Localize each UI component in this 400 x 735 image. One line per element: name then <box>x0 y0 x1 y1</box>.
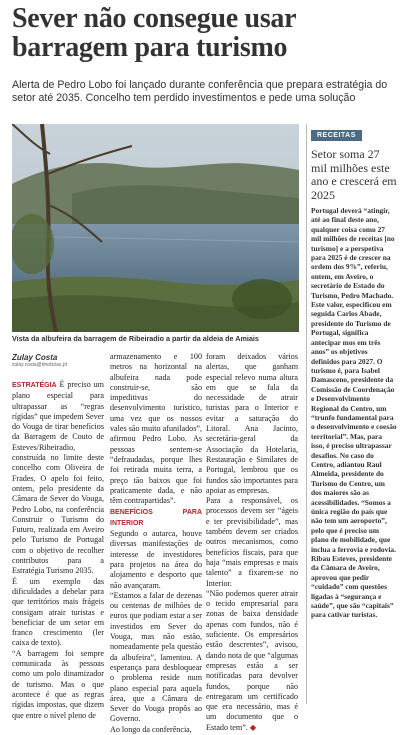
sidebar-box <box>311 124 397 620</box>
kicker-label: ESTRATÉGIA <box>12 382 57 389</box>
column-text: É preciso um plano especial para ultrapassar as “regras rígidas” que impedem Sever do Vouga de tirar benefícios da Barragem de Couto de Esteves/Ribeiradio, construída no limite deste concelho com Oliveira de Frades. O apelo foi feito, ontem, pelo presidente da Câmara de Sever do Vouga, Pedro Lobo, na conferência Construir o Turismo do Futuro, realizada em Aveiro pelo Turismo de Portugal com o objetivo de recolher contributos para a Estratégia Turismo 2035. <box>12 380 104 576</box>
column-text: Segundo o autarca, houve diversas manifestações de interesse de investidores para projetos na área do alojamento e desporto que não avançaram. <box>110 529 202 590</box>
reservoir-landscape-image <box>12 124 299 332</box>
column-text: armazenamento e 100 metros na horizontal na albufeira nada pode construir-se, são impeditivas do desenvolvimento turístico, uma vez que os nossos vales são muito afunilados”, afirmou Pedro Lobo. As pessoas sentem-se “defraudadas, porque lhes foi retirada muita terra, a preço tão baixos que foi praticamente dada, e não têm contrapartidas”. <box>110 352 202 506</box>
page-title: Sever não consegue usar barragem para turismo <box>12 3 296 63</box>
column-text: Ao longo da conferência, <box>110 724 192 734</box>
article-photo <box>12 124 299 332</box>
article-column-2 <box>110 352 202 735</box>
byline <box>12 353 102 368</box>
sidebar-body: Portugal deverá “atingir, até ao final deste ano, qualquer coisa como 27 mil milhões de receitas [no turismo] e a perspetiva para 2025 é de crescer na ordem dos 9%”, referiu, ontem, em Aveiro, o secretário de Estado do Turismo, Pedro Machado. Este valor, especificou em seguida Carlos Abade, presidente do Turismo de Portugal, significa antecipar mos em três anos” os objetivos definidos para 2027. O turismo é, para Isabel Damasceno, presidente da Comissão de Coordenação e Desenvolvimento Regional do Centro, um “trunfo fundamental para o desenvolvimento e coesão territorial”. Mas, para isso, é preciso ultrapassar desafios. No caso do Centro, adiantou Raul Almeida, presidente do Turismo do Centro, um dos maiores são as acessibilidades. “Somos a única região do país que não tem um aeroporto”, pelo que é preciso um plano de mobilidade, que inclua a ferrovia e rodovia. Ribau Esteves, presidente da Câmara de Aveiro, aprovou que pedir “cuidado” com questões ligadas à “segurança e saúde”, que são “capitais” para cativar turistas. <box>311 206 397 620</box>
column-text: “Estamos a falar de dezenas ou centenas de milhões de euros que podiam estar a ser investidos em Sever do Vouga, mas não estão, nomeadamente pela questão da albufeira”, lamentou. A esperança para desbloquear o problema reside num plano especial para aquela área, que a Câmara de Sever do Vouga propôs ao Governo. <box>110 590 202 724</box>
lead-paragraph: Alerta de Pedro Lobo foi lançado durante conferência que preparа estratégia do setor até 2035. Concelho tem perdido investimentos e pede uma solução <box>12 79 388 104</box>
column-text: Para a responsável, os processos devem ser “ágeis e ter previsibilidade”, mas também devem ser criados outros mecanismos, como benefícios fiscais, para que haja “mais empresas e mais talento” a fixarem-se no Interior. <box>206 496 298 588</box>
sidebar-divider <box>306 124 307 704</box>
subheading: BENEFÍCIOS PARA INTERIOR <box>110 509 202 527</box>
article-column-1 <box>12 380 104 721</box>
column-text: foram deixados vários alertas, que ganham especial relevo numa altura em que se fala da necessidade de atrair turistas para o Interior e evitar a saturação do Litoral. Ana Jacinto, secretária-geral da Associação da Hotelaria, Restauração e Similares de Portugal, lembrou que os fundos são importantes para apoiar as empresas. <box>206 352 298 495</box>
article-column-3 <box>206 352 298 733</box>
author-name: Zulay Costa <box>12 353 58 362</box>
column-text: É um exemplo das dificuldades a debelar para que territórios mais frágeis consigam atrair turistas e beneficiar de um setor em franco crescimento (ler caixa de texto). <box>12 576 104 648</box>
photo-caption: Vista da albufeira da barragem de Ribeiradio a partir da aldeia de Amiais <box>12 334 259 343</box>
sidebar-title: Setor soma 27 mil milhões este ano e crescerá em 2025 <box>311 147 397 202</box>
column-text: “A barragem foi sempre comunicada às pessoas como um polo dinamizador de turismo. Mas o que acontece é que as regras rígidas impostas, que dizem que entre o nível pleno de <box>12 648 104 720</box>
sidebar-tag: RECEITAS <box>311 130 362 141</box>
column-text: “Não podemos querer atrair o tecido empresarial para zonas de baixa densidade apenas com fundos, não é suficiente. Os empresários estão descrentes”, avisou, dando nota de que “algumas empresas estão a ser notificadas para devolver fundos, porque não entregaram um certificado que era necessário, mas é um documento que o Estado tem”. <box>206 588 298 732</box>
end-mark-icon: ◆ <box>249 722 257 732</box>
author-email: zulay.costa@dnoticias.pt <box>12 362 68 368</box>
